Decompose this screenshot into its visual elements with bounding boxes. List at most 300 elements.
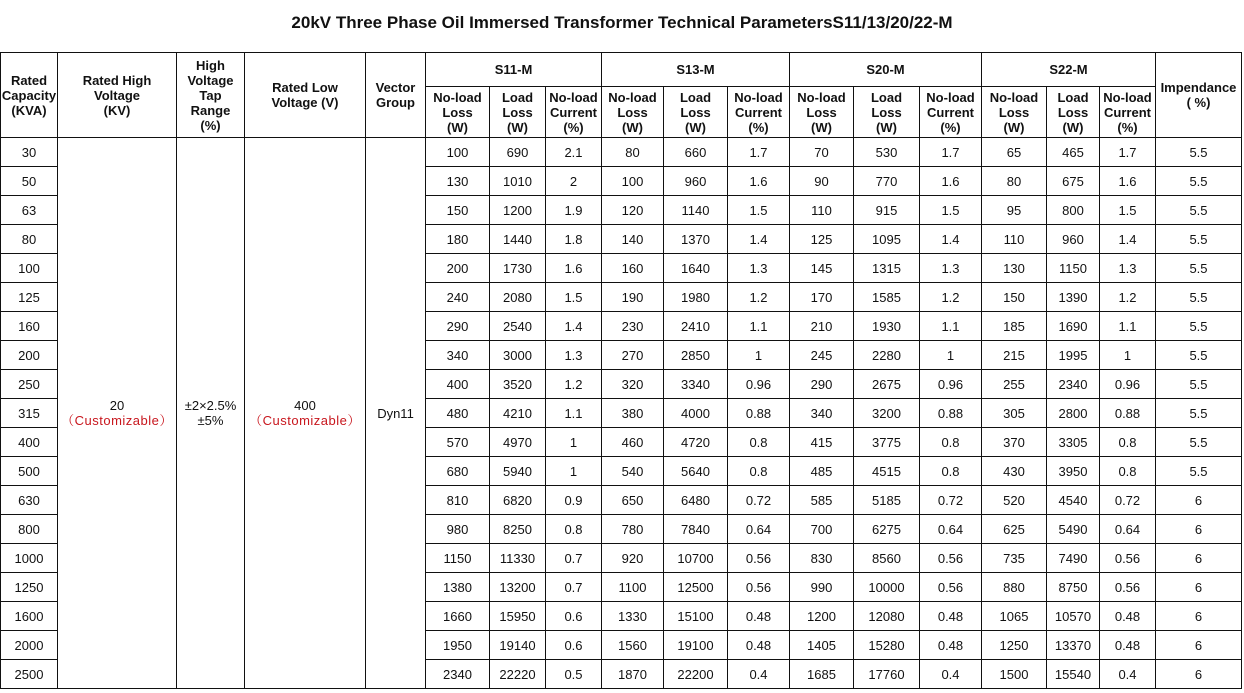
cell-value: 0.8 <box>728 457 790 486</box>
cell-value: 145 <box>790 254 854 283</box>
cell-value: 0.64 <box>728 515 790 544</box>
cell-value: 100 <box>426 138 490 167</box>
cell-value: 380 <box>602 399 664 428</box>
cell-rated-capacity: 1600 <box>1 602 58 631</box>
cell-value: 1730 <box>490 254 546 283</box>
cell-value: 15540 <box>1047 660 1100 689</box>
cell-value: 1.6 <box>546 254 602 283</box>
customizable-note: （Customizable） <box>61 413 173 428</box>
cell-value: 2540 <box>490 312 546 341</box>
cell-rated-capacity: 1250 <box>1 573 58 602</box>
cell-value: 1.4 <box>546 312 602 341</box>
cell-value: 110 <box>982 225 1047 254</box>
cell-value: 530 <box>854 138 920 167</box>
cell-value: 1.1 <box>920 312 982 341</box>
cell-value: 0.8 <box>920 428 982 457</box>
cell-value: 1685 <box>790 660 854 689</box>
cell-value: 1.1 <box>1100 312 1156 341</box>
cell-value: 1.2 <box>1100 283 1156 312</box>
cell-value: 5185 <box>854 486 920 515</box>
cell-value: 1390 <box>1047 283 1100 312</box>
cell-value: 0.7 <box>546 544 602 573</box>
cell-value: 0.96 <box>920 370 982 399</box>
cell-value: 5490 <box>1047 515 1100 544</box>
cell-rated-capacity: 2000 <box>1 631 58 660</box>
cell-value: 0.8 <box>728 428 790 457</box>
cell-rated-capacity: 63 <box>1 196 58 225</box>
cell-value: 4000 <box>664 399 728 428</box>
cell-value: 680 <box>426 457 490 486</box>
cell-value: 245 <box>790 341 854 370</box>
cell-value: 0.88 <box>920 399 982 428</box>
cell-value: 1 <box>546 428 602 457</box>
cell-value: 0.88 <box>728 399 790 428</box>
tap-range-value: ±5% <box>197 413 224 428</box>
cell-value: 6820 <box>490 486 546 515</box>
cell-value: 1690 <box>1047 312 1100 341</box>
cell-impedance: 5.5 <box>1156 457 1242 486</box>
cell-value: 110 <box>790 196 854 225</box>
cell-value: 3305 <box>1047 428 1100 457</box>
cell-value: 3200 <box>854 399 920 428</box>
header-rated-capacity: Rated Capacity (KVA) <box>1 53 58 138</box>
cell-value: 0.8 <box>546 515 602 544</box>
cell-value: 810 <box>426 486 490 515</box>
cell-value: 960 <box>664 167 728 196</box>
cell-value: 1440 <box>490 225 546 254</box>
customizable-note: （Customizable） <box>249 413 361 428</box>
cell-value: 130 <box>982 254 1047 283</box>
cell-value: 1315 <box>854 254 920 283</box>
cell-value: 340 <box>790 399 854 428</box>
cell-value: 0.48 <box>728 602 790 631</box>
cell-value: 780 <box>602 515 664 544</box>
cell-value: 1065 <box>982 602 1047 631</box>
cell-value: 1.7 <box>920 138 982 167</box>
header-tap-range: High Voltage Tap Range (%) <box>177 53 245 138</box>
subheader-load-loss: Load Loss (W) <box>490 87 546 138</box>
cell-value: 0.5 <box>546 660 602 689</box>
cell-rated-capacity: 125 <box>1 283 58 312</box>
cell-value: 0.96 <box>728 370 790 399</box>
cell-value: 2080 <box>490 283 546 312</box>
cell-value: 800 <box>1047 196 1100 225</box>
cell-value: 880 <box>982 573 1047 602</box>
cell-value: 0.9 <box>546 486 602 515</box>
cell-impedance: 5.5 <box>1156 167 1242 196</box>
cell-value: 90 <box>790 167 854 196</box>
cell-rated-capacity: 50 <box>1 167 58 196</box>
cell-value: 12500 <box>664 573 728 602</box>
cell-rated-capacity: 500 <box>1 457 58 486</box>
cell-value: 8560 <box>854 544 920 573</box>
cell-value: 1.3 <box>728 254 790 283</box>
cell-value: 1.9 <box>546 196 602 225</box>
rated-low-voltage-value: 400 <box>294 398 316 413</box>
header-vector-group: Vector Group <box>366 53 426 138</box>
rated-high-voltage-value: 20 <box>109 398 125 413</box>
cell-value: 0.56 <box>1100 544 1156 573</box>
cell-value: 1640 <box>664 254 728 283</box>
subheader-no-load-current: No-load Current (%) <box>920 87 982 138</box>
cell-value: 1.3 <box>920 254 982 283</box>
cell-value: 5940 <box>490 457 546 486</box>
cell-impedance: 6 <box>1156 631 1242 660</box>
cell-value: 1930 <box>854 312 920 341</box>
cell-value: 770 <box>854 167 920 196</box>
subheader-load-loss: Load Loss (W) <box>664 87 728 138</box>
cell-value: 190 <box>602 283 664 312</box>
cell-value: 22200 <box>664 660 728 689</box>
cell-value: 1500 <box>982 660 1047 689</box>
cell-value: 1.7 <box>1100 138 1156 167</box>
subheader-load-loss: Load Loss (W) <box>854 87 920 138</box>
cell-value: 415 <box>790 428 854 457</box>
cell-rated-capacity: 30 <box>1 138 58 167</box>
subheader-no-load-current: No-load Current (%) <box>728 87 790 138</box>
cell-value: 0.7 <box>546 573 602 602</box>
cell-impedance: 5.5 <box>1156 341 1242 370</box>
cell-value: 17760 <box>854 660 920 689</box>
cell-rated-low-voltage <box>245 138 366 689</box>
header-impedance: Impendance ( %) <box>1156 53 1242 138</box>
cell-value: 2 <box>546 167 602 196</box>
subheader-no-load-current: No-load Current (%) <box>1100 87 1156 138</box>
cell-value: 290 <box>426 312 490 341</box>
cell-value: 150 <box>982 283 1047 312</box>
cell-value: 4970 <box>490 428 546 457</box>
cell-value: 1.4 <box>728 225 790 254</box>
cell-value: 4540 <box>1047 486 1100 515</box>
cell-value: 1.5 <box>1100 196 1156 225</box>
cell-value: 15100 <box>664 602 728 631</box>
cell-value: 19100 <box>664 631 728 660</box>
cell-value: 485 <box>790 457 854 486</box>
cell-rated-capacity: 2500 <box>1 660 58 689</box>
cell-value: 1.2 <box>920 283 982 312</box>
cell-rated-capacity: 630 <box>1 486 58 515</box>
cell-value: 1095 <box>854 225 920 254</box>
cell-value: 180 <box>426 225 490 254</box>
header-rated-low-voltage: Rated Low Voltage (V) <box>245 53 366 138</box>
cell-value: 1140 <box>664 196 728 225</box>
cell-impedance: 5.5 <box>1156 138 1242 167</box>
cell-value: 290 <box>790 370 854 399</box>
cell-value: 5640 <box>664 457 728 486</box>
cell-value: 460 <box>602 428 664 457</box>
cell-impedance: 5.5 <box>1156 225 1242 254</box>
cell-value: 1370 <box>664 225 728 254</box>
cell-value: 230 <box>602 312 664 341</box>
cell-value: 1980 <box>664 283 728 312</box>
cell-value: 0.48 <box>728 631 790 660</box>
tap-range-value: ±2×2.5% <box>184 398 237 413</box>
cell-value: 370 <box>982 428 1047 457</box>
cell-value: 130 <box>426 167 490 196</box>
cell-value: 0.4 <box>920 660 982 689</box>
cell-value: 675 <box>1047 167 1100 196</box>
cell-value: 0.72 <box>920 486 982 515</box>
cell-value: 1 <box>920 341 982 370</box>
cell-value: 690 <box>490 138 546 167</box>
cell-value: 650 <box>602 486 664 515</box>
cell-value: 270 <box>602 341 664 370</box>
cell-value: 2850 <box>664 341 728 370</box>
cell-value: 11330 <box>490 544 546 573</box>
cell-value: 915 <box>854 196 920 225</box>
cell-value: 2280 <box>854 341 920 370</box>
cell-value: 660 <box>664 138 728 167</box>
cell-rated-capacity: 100 <box>1 254 58 283</box>
cell-value: 10570 <box>1047 602 1100 631</box>
cell-value: 1.5 <box>920 196 982 225</box>
page-title: 20kV Three Phase Oil Immersed Transformer Technical ParametersS11/13/20/22-M <box>291 13 953 32</box>
cell-value: 6275 <box>854 515 920 544</box>
cell-value: 0.56 <box>728 573 790 602</box>
cell-value: 0.64 <box>1100 515 1156 544</box>
cell-value: 1100 <box>602 573 664 602</box>
cell-value: 0.48 <box>920 631 982 660</box>
cell-value: 0.56 <box>920 573 982 602</box>
subheader-no-load-loss: No-load Loss (W) <box>982 87 1047 138</box>
cell-value: 700 <box>790 515 854 544</box>
cell-value: 400 <box>426 370 490 399</box>
cell-value: 7490 <box>1047 544 1100 573</box>
cell-value: 160 <box>602 254 664 283</box>
cell-value: 170 <box>790 283 854 312</box>
cell-value: 1.2 <box>546 370 602 399</box>
cell-value: 4720 <box>664 428 728 457</box>
table-row <box>1 138 1242 167</box>
cell-value: 1.5 <box>546 283 602 312</box>
cell-value: 320 <box>602 370 664 399</box>
cell-value: 0.96 <box>1100 370 1156 399</box>
cell-value: 100 <box>602 167 664 196</box>
cell-impedance: 6 <box>1156 515 1242 544</box>
cell-value: 4515 <box>854 457 920 486</box>
cell-impedance: 6 <box>1156 602 1242 631</box>
cell-value: 0.8 <box>1100 428 1156 457</box>
cell-value: 3950 <box>1047 457 1100 486</box>
cell-value: 1.6 <box>920 167 982 196</box>
cell-value: 120 <box>602 196 664 225</box>
subheader-load-loss: Load Loss (W) <box>1047 87 1100 138</box>
cell-rated-capacity: 400 <box>1 428 58 457</box>
cell-value: 340 <box>426 341 490 370</box>
cell-value: 6480 <box>664 486 728 515</box>
cell-value: 80 <box>602 138 664 167</box>
cell-value: 150 <box>426 196 490 225</box>
cell-value: 0.56 <box>1100 573 1156 602</box>
cell-value: 0.72 <box>728 486 790 515</box>
subheader-no-load-loss: No-load Loss (W) <box>602 87 664 138</box>
cell-value: 0.72 <box>1100 486 1156 515</box>
cell-value: 13370 <box>1047 631 1100 660</box>
cell-value: 1200 <box>790 602 854 631</box>
cell-value: 1950 <box>426 631 490 660</box>
cell-value: 1560 <box>602 631 664 660</box>
cell-value: 200 <box>426 254 490 283</box>
cell-value: 8250 <box>490 515 546 544</box>
cell-value: 1.4 <box>1100 225 1156 254</box>
subheader-no-load-loss: No-load Loss (W) <box>790 87 854 138</box>
cell-impedance: 5.5 <box>1156 254 1242 283</box>
cell-impedance: 5.5 <box>1156 428 1242 457</box>
cell-rated-capacity: 800 <box>1 515 58 544</box>
cell-value: 1.7 <box>728 138 790 167</box>
cell-value: 140 <box>602 225 664 254</box>
cell-value: 980 <box>426 515 490 544</box>
cell-vector-group <box>366 138 426 689</box>
cell-value: 1 <box>1100 341 1156 370</box>
cell-value: 8750 <box>1047 573 1100 602</box>
header-series-s13: S13-M <box>602 53 790 87</box>
cell-value: 990 <box>790 573 854 602</box>
cell-value: 2340 <box>1047 370 1100 399</box>
subheader-no-load-loss: No-load Loss (W) <box>426 87 490 138</box>
cell-value: 0.48 <box>920 602 982 631</box>
cell-value: 13200 <box>490 573 546 602</box>
cell-value: 210 <box>790 312 854 341</box>
cell-value: 0.8 <box>920 457 982 486</box>
cell-value: 1 <box>728 341 790 370</box>
cell-value: 15280 <box>854 631 920 660</box>
cell-value: 1870 <box>602 660 664 689</box>
cell-impedance: 5.5 <box>1156 399 1242 428</box>
cell-value: 920 <box>602 544 664 573</box>
header-series-s11: S11-M <box>426 53 602 87</box>
cell-value: 1.5 <box>728 196 790 225</box>
cell-value: 10700 <box>664 544 728 573</box>
cell-value: 480 <box>426 399 490 428</box>
cell-value: 0.6 <box>546 631 602 660</box>
cell-value: 240 <box>426 283 490 312</box>
cell-value: 0.48 <box>1100 631 1156 660</box>
cell-value: 10000 <box>854 573 920 602</box>
cell-value: 0.4 <box>1100 660 1156 689</box>
cell-value: 520 <box>982 486 1047 515</box>
cell-value: 2340 <box>426 660 490 689</box>
cell-value: 625 <box>982 515 1047 544</box>
header-rated-high-voltage: Rated High Voltage (KV) <box>58 53 177 138</box>
cell-value: 1.6 <box>728 167 790 196</box>
cell-impedance: 5.5 <box>1156 283 1242 312</box>
cell-value: 3340 <box>664 370 728 399</box>
cell-rated-capacity: 1000 <box>1 544 58 573</box>
cell-value: 735 <box>982 544 1047 573</box>
cell-value: 0.6 <box>546 602 602 631</box>
cell-value: 1.3 <box>546 341 602 370</box>
cell-value: 960 <box>1047 225 1100 254</box>
cell-value: 1995 <box>1047 341 1100 370</box>
cell-value: 1585 <box>854 283 920 312</box>
cell-rated-capacity: 250 <box>1 370 58 399</box>
cell-value: 0.56 <box>920 544 982 573</box>
cell-value: 585 <box>790 486 854 515</box>
cell-value: 125 <box>790 225 854 254</box>
header-series-s22: S22-M <box>982 53 1156 87</box>
cell-impedance: 6 <box>1156 573 1242 602</box>
cell-impedance: 5.5 <box>1156 196 1242 225</box>
cell-value: 3000 <box>490 341 546 370</box>
cell-value: 0.4 <box>728 660 790 689</box>
cell-value: 540 <box>602 457 664 486</box>
cell-value: 1.6 <box>1100 167 1156 196</box>
cell-value: 65 <box>982 138 1047 167</box>
cell-value: 215 <box>982 341 1047 370</box>
cell-value: 1405 <box>790 631 854 660</box>
cell-value: 0.64 <box>920 515 982 544</box>
cell-value: 1 <box>546 457 602 486</box>
cell-value: 15950 <box>490 602 546 631</box>
header-series-s20: S20-M <box>790 53 982 87</box>
cell-rated-capacity: 315 <box>1 399 58 428</box>
cell-value: 80 <box>982 167 1047 196</box>
cell-value: 1.1 <box>728 312 790 341</box>
cell-value: 2800 <box>1047 399 1100 428</box>
cell-value: 1150 <box>1047 254 1100 283</box>
cell-value: 1660 <box>426 602 490 631</box>
cell-value: 22220 <box>490 660 546 689</box>
cell-value: 12080 <box>854 602 920 631</box>
cell-value: 305 <box>982 399 1047 428</box>
cell-value: 255 <box>982 370 1047 399</box>
cell-value: 1.8 <box>546 225 602 254</box>
cell-impedance: 5.5 <box>1156 370 1242 399</box>
cell-rated-high-voltage <box>58 138 177 689</box>
technical-parameters-table <box>0 52 1242 689</box>
cell-value: 0.8 <box>1100 457 1156 486</box>
cell-tap-range <box>177 138 245 689</box>
cell-value: 1.4 <box>920 225 982 254</box>
cell-value: 0.48 <box>1100 602 1156 631</box>
cell-value: 1330 <box>602 602 664 631</box>
cell-value: 830 <box>790 544 854 573</box>
cell-value: 1.3 <box>1100 254 1156 283</box>
cell-value: 1250 <box>982 631 1047 660</box>
cell-value: 2410 <box>664 312 728 341</box>
cell-value: 1010 <box>490 167 546 196</box>
cell-rated-capacity: 200 <box>1 341 58 370</box>
cell-value: 1.1 <box>546 399 602 428</box>
cell-value: 7840 <box>664 515 728 544</box>
cell-impedance: 6 <box>1156 660 1242 689</box>
cell-value: 1200 <box>490 196 546 225</box>
vector-group-value: Dyn11 <box>377 405 414 421</box>
cell-value: 465 <box>1047 138 1100 167</box>
cell-impedance: 5.5 <box>1156 312 1242 341</box>
cell-value: 3775 <box>854 428 920 457</box>
cell-value: 1.2 <box>728 283 790 312</box>
cell-impedance: 6 <box>1156 544 1242 573</box>
cell-value: 70 <box>790 138 854 167</box>
cell-value: 1380 <box>426 573 490 602</box>
cell-rated-capacity: 160 <box>1 312 58 341</box>
cell-value: 185 <box>982 312 1047 341</box>
cell-value: 0.88 <box>1100 399 1156 428</box>
subheader-no-load-current: No-load Current (%) <box>546 87 602 138</box>
cell-rated-capacity: 80 <box>1 225 58 254</box>
cell-value: 4210 <box>490 399 546 428</box>
cell-value: 19140 <box>490 631 546 660</box>
cell-value: 95 <box>982 196 1047 225</box>
cell-value: 430 <box>982 457 1047 486</box>
cell-value: 2675 <box>854 370 920 399</box>
cell-value: 1150 <box>426 544 490 573</box>
cell-impedance: 6 <box>1156 486 1242 515</box>
cell-value: 0.56 <box>728 544 790 573</box>
cell-value: 570 <box>426 428 490 457</box>
